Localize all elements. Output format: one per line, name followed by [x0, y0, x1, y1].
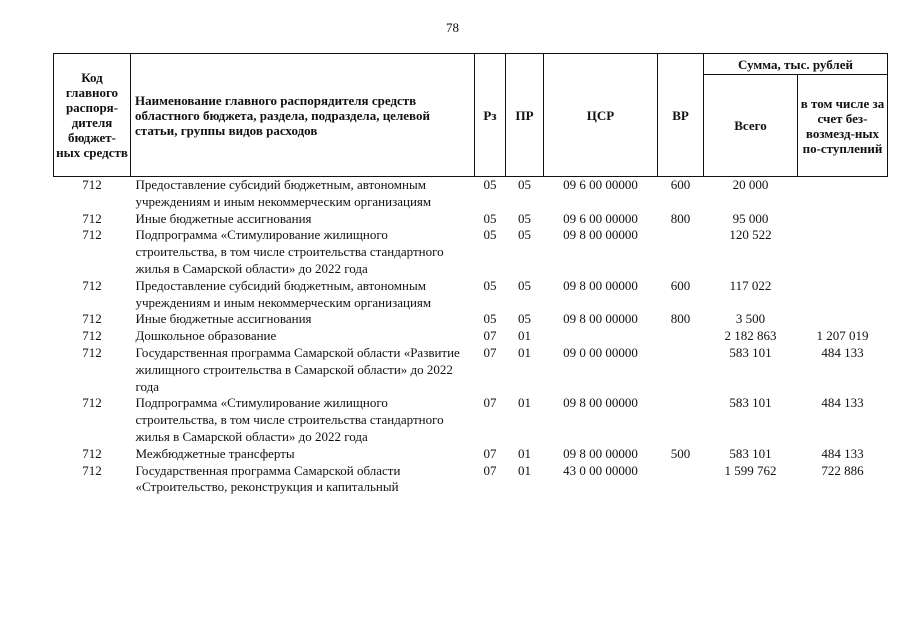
cell-name: Подпрограмма «Стимулирование жилищного строительства, в том числе строительства стандартного жилья в Самарской области» до 2022 года: [135, 227, 444, 276]
table-row: [54, 278, 888, 312]
cell-total: 120 522: [729, 227, 772, 243]
cell-pr: 01: [518, 462, 531, 478]
table-header: [54, 54, 888, 177]
cell-name: Межбюджетные трансферты: [135, 445, 295, 461]
cell-csr: 09 8 00 00000: [563, 445, 638, 461]
cell-vr: 500: [670, 445, 691, 461]
cell-pr: 01: [518, 445, 531, 461]
cell-pr: 01: [518, 395, 531, 411]
header-sum: Сумма, тыс. рублей: [704, 54, 888, 75]
cell-code: 712: [82, 395, 102, 411]
cell-vr: 800: [670, 311, 691, 327]
cell-total: 117 022: [729, 277, 772, 293]
cell-code: 712: [82, 462, 102, 478]
cell-pr: 05: [518, 227, 531, 243]
cell-name: Иные бюджетные ассигнования: [135, 210, 312, 226]
cell-pr: 05: [518, 277, 531, 293]
header-vr: ВР: [658, 54, 704, 177]
cell-pr: 01: [518, 344, 531, 360]
table-row: [54, 311, 888, 328]
table-row: [54, 463, 888, 497]
cell-vr: [658, 463, 704, 497]
cell-rz: 05: [483, 227, 497, 243]
header-total: Всего: [704, 75, 798, 177]
cell-code: 712: [82, 210, 102, 226]
cell-code: 712: [82, 344, 102, 360]
cell-rz: 05: [483, 177, 497, 192]
cell-total: 3 500: [735, 311, 766, 327]
cell-name: Подпрограмма «Стимулирование жилищного строительства, в том числе строительства стандартного жилья в Самарской области» до 2022 года: [135, 395, 444, 444]
table-body: [54, 177, 888, 497]
cell-csr: [544, 328, 658, 345]
cell-pr: 05: [518, 177, 531, 192]
table-row: [54, 395, 888, 445]
cell-free: [798, 227, 888, 277]
cell-free: [798, 278, 888, 312]
cell-code: 712: [82, 177, 102, 192]
cell-total: 20 000: [732, 177, 769, 192]
cell-code: 712: [82, 277, 102, 293]
cell-rz: 05: [483, 311, 497, 327]
cell-csr: 09 8 00 00000: [563, 277, 638, 293]
header-pr: ПР: [506, 54, 544, 177]
cell-free: [798, 177, 888, 211]
cell-rz: 07: [483, 395, 497, 411]
cell-name: Государственная программа Самарской области «Строительство, реконструкция и капитальный: [135, 462, 401, 495]
cell-total: 583 101: [729, 395, 772, 411]
cell-vr: 800: [670, 210, 691, 226]
cell-free: 484 133: [821, 344, 864, 360]
cell-code: 712: [82, 328, 102, 344]
cell-name: Государственная программа Самарской области «Развитие жилищного строительства в Самарской области» до 2022 года: [135, 344, 460, 394]
cell-name: Предоставление субсидий бюджетным, автономным учреждениям и иным некоммерческим организациям: [135, 177, 432, 209]
header-csr: ЦСР: [544, 54, 658, 177]
cell-free: 484 133: [821, 395, 864, 411]
cell-rz: 07: [483, 445, 497, 461]
cell-name: Дошкольное образование: [135, 328, 277, 344]
cell-code: 712: [82, 227, 102, 243]
cell-vr: [658, 328, 704, 345]
cell-name: Предоставление субсидий бюджетным, автономным учреждениям и иным некоммерческим организациям: [135, 277, 432, 310]
cell-free: 484 133: [821, 445, 864, 461]
cell-free: [798, 311, 888, 328]
cell-pr: 05: [518, 311, 531, 327]
cell-csr: 09 8 00 00000: [563, 227, 638, 243]
cell-total: 583 101: [729, 445, 772, 461]
cell-total: 2 182 863: [724, 328, 777, 344]
cell-vr: [658, 345, 704, 395]
cell-total: 583 101: [729, 344, 772, 360]
cell-total: 95 000: [732, 210, 769, 226]
cell-csr: 09 8 00 00000: [563, 395, 638, 411]
cell-rz: 07: [483, 462, 497, 478]
cell-name: Иные бюджетные ассигнования: [135, 311, 312, 327]
cell-rz: 05: [483, 277, 497, 293]
header-code: Код главного распоря-дителя бюджет-ных средств: [54, 54, 131, 177]
budget-table: [53, 53, 888, 496]
cell-rz: 07: [483, 328, 497, 344]
cell-pr: 05: [518, 210, 531, 226]
cell-vr: [658, 395, 704, 445]
cell-total: 1 599 762: [724, 462, 777, 478]
cell-vr: [658, 227, 704, 277]
cell-pr: 01: [518, 328, 531, 344]
cell-code: 712: [82, 311, 102, 327]
cell-csr: 09 0 00 00000: [563, 344, 638, 360]
page-number: 78: [446, 20, 459, 35]
cell-free: [798, 211, 888, 228]
cell-vr: 600: [670, 277, 691, 293]
table-row: [54, 227, 888, 277]
cell-code: 712: [82, 445, 102, 461]
cell-free: 722 886: [821, 462, 864, 478]
table-row: [54, 328, 888, 345]
header-rz: Рз: [475, 54, 506, 177]
cell-csr: 43 0 00 00000: [563, 462, 638, 478]
cell-csr: 09 6 00 00000: [563, 177, 638, 192]
cell-csr: 09 6 00 00000: [563, 210, 638, 226]
header-free: в том числе за счет без-возмезд-ных по-ступлений: [798, 75, 888, 177]
cell-free: 1 207 019: [816, 328, 869, 344]
table-row: [54, 211, 888, 228]
table-row: [54, 446, 888, 463]
cell-rz: 07: [483, 344, 497, 360]
cell-rz: 05: [483, 210, 497, 226]
cell-csr: 09 8 00 00000: [563, 311, 638, 327]
cell-vr: 600: [670, 177, 691, 192]
table-row: [54, 345, 888, 395]
table-row: [54, 177, 888, 211]
header-name: Наименование главного распорядителя средств областного бюджета, раздела, подраздела, целевой статьи, группы видов расходов: [131, 54, 475, 177]
